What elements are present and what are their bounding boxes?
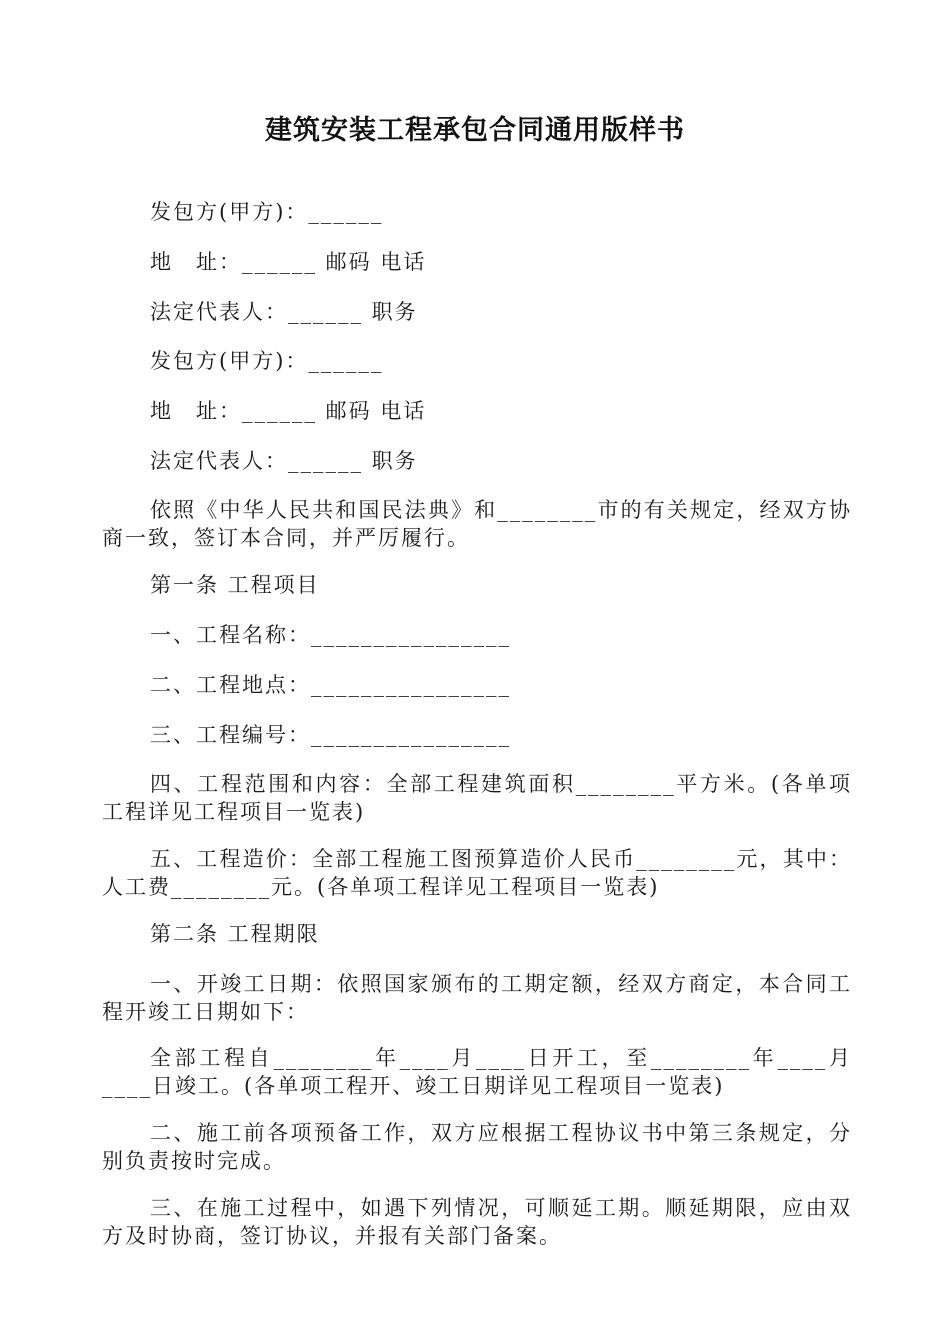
address-line-2: 地 址：______ 邮码 电话 — [150, 399, 427, 423]
schedule-paragraph: 全部工程自________年____月____日开工，至________年____月____日竣工。(各单项工程开、竣工日期详见工程项目一览表) — [102, 1046, 852, 1098]
representative-line-2: 法定代表人：______ 职务 — [150, 449, 418, 473]
project-cost-paragraph: 五、工程造价：全部工程施工图预算造价人民币________元，其中：人工费________元。(各单项工程详见工程项目一览表) — [102, 847, 852, 899]
article-2-heading: 第二条 工程期限 — [150, 922, 320, 946]
article-1-heading: 第一条 工程项目 — [150, 573, 320, 597]
delay-paragraph: 三、在施工过程中，如遇下列情况，可顺延工期。顺延期限，应由双方及时协商，签订协议，并报有关部门备案。 — [102, 1196, 852, 1248]
project-location-line: 二、工程地点：________________ — [150, 673, 511, 697]
preamble-paragraph: 依照《中华人民共和国民法典》和________市的有关规定，经双方协商一致，签订本合同，并严厉履行。 — [102, 498, 852, 550]
party-a-line-2: 发包方(甲方)：______ — [150, 349, 384, 373]
start-finish-dates-paragraph: 一、开竣工日期：依照国家颁布的工期定额，经双方商定，本合同工程开竣工日期如下： — [102, 972, 852, 1024]
representative-line-1: 法定代表人：______ 职务 — [150, 300, 418, 324]
project-name-line: 一、工程名称：________________ — [150, 623, 511, 647]
party-a-line-1: 发包方(甲方)：______ — [150, 200, 384, 224]
address-line-1: 地 址：______ 邮码 电话 — [150, 250, 427, 274]
project-number-line: 三、工程编号：________________ — [150, 723, 511, 747]
preparation-paragraph: 二、施工前各项预备工作，双方应根据工程协议书中第三条规定，分别负责按时完成。 — [102, 1121, 852, 1173]
document-title: 建筑安装工程承包合同通用版样书 — [265, 115, 685, 146]
project-scope-paragraph: 四、工程范围和内容：全部工程建筑面积________平方米。(各单项工程详见工程项目一览表) — [102, 772, 852, 824]
